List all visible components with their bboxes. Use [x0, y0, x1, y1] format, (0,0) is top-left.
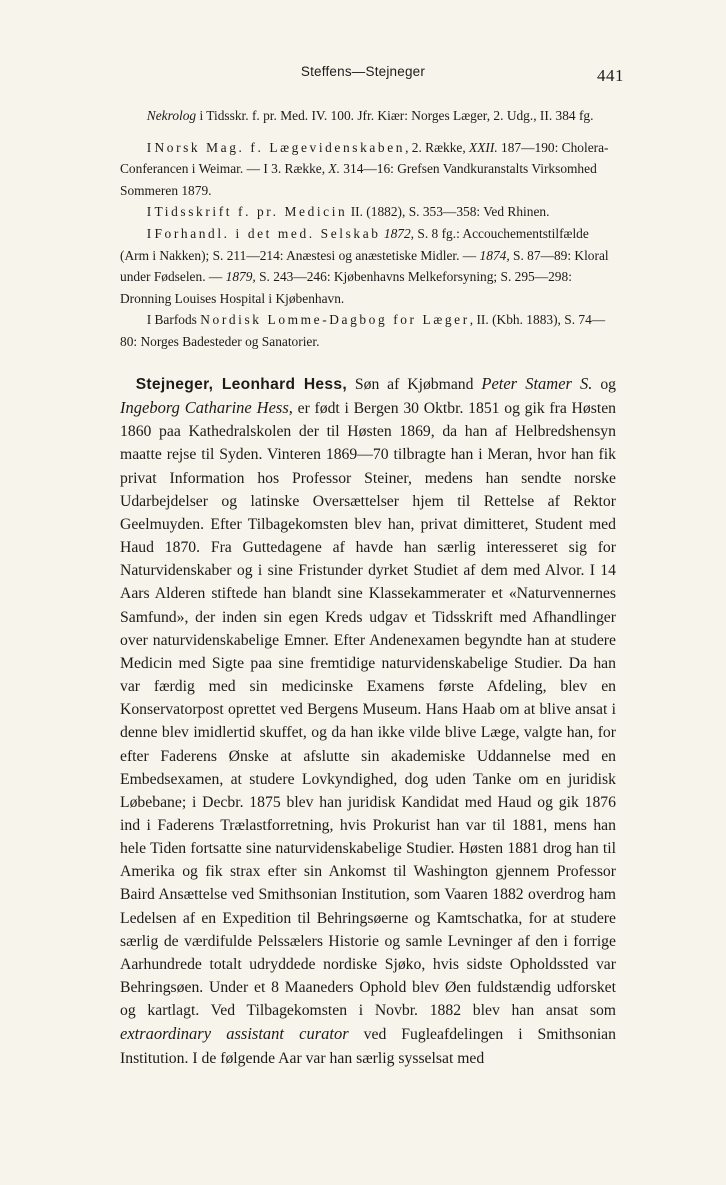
entry-text: , II. (Kbh. 1883), S. 74—80: Norges Badesteder og Sanatorier.	[120, 312, 606, 349]
page-number: 441	[597, 66, 624, 85]
bibliography-entry	[120, 223, 616, 309]
article-text: er født i Bergen 30 Oktbr. 1851 og gik fra Høsten 1860 paa Kathedralskolen der til Høsten 1869, da han af Helbredshensyn maatte rejse til Syden. Vinteren 1869—70 tilbragte han i Meran, hvor han fik privat Information hos Professor Steiner, medens han sendte norske Udarbejdelser og latinske Oversættelser hjem til Rettelse af Rektor Geelmuyden. Efter Tilbagekomsten blev han, privat dimitteret, Student med Haud 1870. Fra Guttedagene af havde han særlig interesseret sig for Naturvidenskaber og i sine Fristunder dyrket Studiet af dem med Alvor. I 14 Aars Alderen stiftede han blandt sine Klassekammerater et «Naturvennernes Samfund», der inden sin egen Kreds udgav et Tidsskrift med Afhandlinger over naturvidenskabelige Emner. Efter Andenexamen begyndte han at studere Medicin med Sigte paa sine fremtidige naturvidenskabelige Studier. Da han var færdig med sin medicinske Examens første Afdeling, blev en Konservatorpost oprettet ved Bergens Museum. Hans Haab om at blive ansat i denne blev imidlertid skuffet, og da han ikke vilde blive Læge, valgte han, for efter Faderens Ønske at afslutte sin akademiske Uddannelse med en Embedsexamen, at studere Lovkyndighed, dog uden Tanke om en juridisk Løbebane; i Decbr. 1875 blev han juridisk Kandidat med Haud og gik 1876 ind i Faderens Trælastforretning, hvis Prokurist han var til 1881, mens han hele Tiden fortsatte sine naturvidenskabelige Studier. Høsten 1881 drog han til Amerika og fik strax efter sin Ankomst til Washington gjennem Professor Baird Ansættelse ved Smithsonian Institution, som Vaaren 1882 overdrog ham Ledelsen af en Expedition til Behringsøerne og Kamtschatka, for at studere særlig de værdifulde Pelssælers Historie og samle Levninger af den i forrige Aarhundrede totalt udryddede nordiske Sjøko, hvis sidste Opholdssted var Behringsøen. Under et 8 Maaneders Ophold blev Øen fuldstændig udforsket og kartlagt. Ved Tilbagekomsten i Novbr. 1882 blev han ansat som	[120, 400, 616, 1020]
bibliography-entry	[120, 137, 616, 202]
entry-text: 187—190: Cholera-Conferancen i Weimar. — I 3. Række,	[120, 139, 609, 177]
entry-volume: XXII.	[469, 139, 498, 155]
bibliography-entry	[120, 309, 616, 352]
biography-article	[120, 372, 616, 1070]
bibliography-block	[120, 105, 616, 353]
entry-prefix: I	[146, 139, 155, 155]
position-title: extraordinary assistant curator	[120, 1024, 349, 1044]
bibliography-entry	[120, 201, 616, 223]
entry-title: Tidsskrift f. pr. Medicin	[154, 204, 348, 220]
entry-year: 1879,	[225, 269, 256, 285]
mother-name: Ingeborg Catharine Hess,	[120, 398, 293, 418]
running-title: Steffens—Stejneger	[300, 64, 426, 79]
entry-volume: X.	[328, 161, 340, 177]
entry-text: i Tidsskr. f. pr. Med. IV. 100. Jfr. Kiær: Norges Læger, 2. Udg., II. 384 fg.	[196, 108, 594, 123]
entry-text: , 2. Række,	[405, 139, 470, 155]
bibliography-entry	[120, 105, 616, 127]
article-paragraph	[120, 372, 616, 1070]
entry-text: S. 8 fg.: Accouchementstilfælde (Arm i Nakken); S. 211—214: Anæstesi og anæstetiske Midler. —	[120, 225, 589, 263]
entry-title: Forhandl. i det med. Selskab	[154, 225, 381, 241]
entry-year: 1872,	[383, 225, 415, 241]
article-text: ved Fugleafdelingen i Smithsonian Institution. I de følgende Aar var han særlig sysselsat med	[120, 1026, 616, 1067]
article-text: og	[592, 376, 616, 393]
entry-text: S. 87—89: Kloral under Fødselen. —	[120, 247, 609, 285]
entry-text: 314—16: Grefsen Vandkuranstalts Virksomhed Sommeren 1879.	[120, 161, 597, 198]
article-text: Søn af Kjøbmand	[346, 376, 482, 393]
entry-prefix: I	[146, 204, 155, 220]
entry-title: Norsk Mag. f. Lægevidenskaben	[154, 139, 406, 155]
entry-source: Nekrolog	[146, 108, 197, 123]
entry-prefix: I	[146, 225, 155, 241]
entry-text: II. (1882), S. 353—358: Ved Rhinen.	[347, 204, 550, 220]
entry-year: 1874,	[479, 247, 510, 263]
father-name: Peter Stamer S.	[481, 374, 593, 393]
article-headword: Stejneger, Leonhard Hess,	[135, 376, 347, 393]
entry-prefix: I Barfods	[146, 312, 201, 328]
entry-title: Nordisk Lomme-Dagbog for Læger	[200, 312, 470, 328]
entry-text: S. 243—246: Kjøbenhavns Melkeforsyning; S. 295—298: Dronning Louises Hospital i Kjøbenhavn.	[120, 269, 572, 306]
